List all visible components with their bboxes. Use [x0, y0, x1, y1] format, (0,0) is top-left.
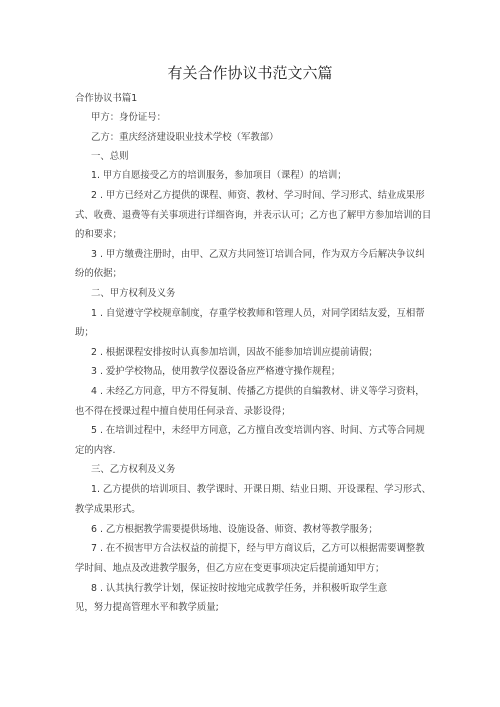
text-line: 见，努力提高管理水平和教学质量;	[75, 602, 219, 613]
text-line: 教学成果形式。	[75, 504, 141, 515]
section-heading: 一、总则	[91, 151, 129, 162]
text-line: 定的内容.	[75, 445, 116, 456]
text-line: 8 . 认其执行教学计划，保证按时按地完成教学任务，并积极听取学生意	[91, 583, 388, 594]
text-line: 助；	[75, 327, 94, 338]
section-heading: 二、甲方权利及义务	[91, 288, 176, 299]
text-line: 也不得在授课过程中擅自使用任何录音、录影设得；	[75, 406, 291, 417]
text-line: 学时间、地点及改进教学服务，但乙方应在变更事项决定后提前通知甲方；	[75, 563, 385, 574]
text-line: 1. 乙方提供的培训项目、教学课时、开课日期、结业日期、开设课程、学习形式、	[91, 484, 432, 495]
text-line: 纷的依据；	[75, 268, 122, 279]
text-line: 6 . 乙方根据教学需要提供场地、设施设备、师资、教材等教学服务；	[91, 524, 378, 535]
text-line: 乙方：重庆经济建设职业技术学校（军教部）	[91, 132, 279, 143]
text-line: 式、收费、退费等有关事项进行详细咨询，并表示认可；乙方也了解甲方参加培训的目	[75, 210, 432, 221]
text-line: 1 . 自觉遵守学校规章制度，存重学校教师和管理人员，对同学团结友爱，互相帮	[91, 308, 425, 319]
text-line: 7 . 在不损害甲方合法权益的前提下，经与甲方商议后，乙方可以根据需要调整教	[91, 543, 425, 554]
text-line: 4 . 未经乙方同意，甲方不得复制、传播乙方提供的自编教材、讲义等学习资料，	[91, 386, 425, 397]
text-line: 1. 甲方自愿接受乙方的培训服务，参加项目（课程）的培训；	[91, 170, 347, 181]
section-heading: 三、乙方权利及义务	[91, 464, 176, 475]
text-line: 3 . 爱护学校物品，使用教学仪器设备应严格遵守操作规程；	[91, 366, 341, 377]
text-line: 2 . 根据课程安排按时认真参加培训，因故不能参加培训应提前请假；	[91, 347, 378, 358]
text-line: 5 . 在培训过程中，未经甲方同意，乙方擅自改变培训内容、时间、方式等合同规	[91, 425, 425, 436]
text-line: 甲方：身份证号：	[91, 112, 167, 123]
text-line: 3 . 甲方缴费注册时，由甲、乙双方共同签订培训合同，作为双方今后解决争议纠	[91, 249, 425, 260]
document-title: 有关合作协议书范文六篇	[167, 64, 333, 82]
text-line: 2 . 甲方已经对乙方提供的课程、师资、教材、学习时间、学习形式、结业成果形	[91, 190, 425, 201]
text-line: 的和要求；	[75, 229, 122, 240]
section-heading: 合作协议书篇1	[75, 93, 138, 104]
